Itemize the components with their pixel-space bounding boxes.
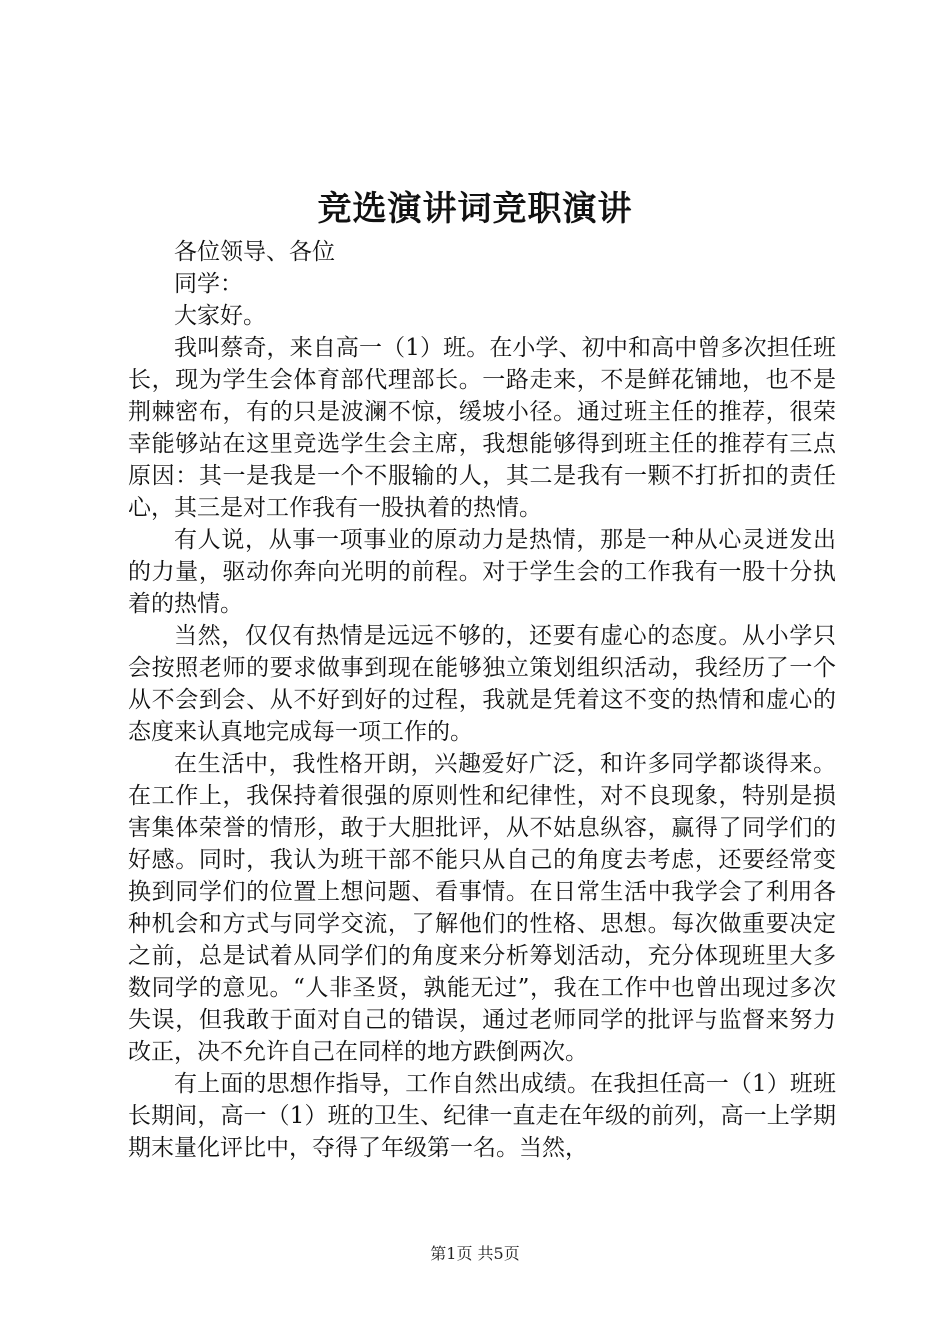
paragraph-life-and-work: 在生活中，我性格开朗，兴趣爱好广泛，和许多同学都谈得来。在工作上，我保持着很强的原则性和纪律性，对不良现象，特别是损害集体荣誉的情形，敢于大胆批评，从不姑息纵容，赢得了同学们的好感。同时，我认为班干部不能只从自己的角度去考虑，还要经常变换到同学们的位置上想问题、看事情。在日常生活中我学会了利用各种机会和方式与同学交流，了解他们的性格、思想。每次做重要决定之前，总是试着从同学们的角度来分析筹划活动，充分体现班里大多数同学的意见。“人非圣贤，孰能无过”，我在工作中也曾出现过多次失误，但我敢于面对自己的错误，通过老师同学的批评与监督来努力改正，决不允许自己在同样的地方跌倒两次。 [128,751,836,1065]
paragraph-attitude: 当然，仅仅有热情是远远不够的，还要有虚心的态度。从小学只会按照老师的要求做事到现在能够独立策划组织活动，我经历了一个从不会到会、从不好到好的过程，我就是凭着这不变的热情和虚心的态度来认真地完成每一项工作的。 [128,623,836,745]
document-title: 竞选演讲词竞职演讲 [317,189,633,229]
paragraph-enthusiasm: 有人说，从事一项事业的原动力是热情，那是一种从心灵迸发出的力量，驱动你奔向光明的前程。对于学生会的工作我有一股十分执着的热情。 [128,527,836,617]
page-footer: 第1页 共5页 [430,1244,520,1263]
paragraph-introduction: 我叫蔡奇，来自高一（1）班。在小学、初中和高中曾多次担任班长，现为学生会体育部代理部长。一路走来，不是鲜花铺地，也不是荆棘密布，有的只是波澜不惊，缓坡小径。通过班主任的推荐，很荣幸能够站在这里竞选学生会主席，我想能够得到班主任的推荐有三点原因：其一是我是一个不服输的人，其二是我有一颗不打折扣的责任心，其三是对工作我有一股执着的热情。 [128,335,836,521]
salutation-line-2: 同学： [174,271,243,297]
paragraph-achievements: 有上面的思想作指导，工作自然出成绩。在我担任高一（1）班班长期间，高一（1）班的卫生、纪律一直走在年级的前列，高一上学期期末量化评比中，夺得了年级第一名。当然， [128,1071,836,1161]
salutation-line-1: 各位领导、各位 [174,239,335,265]
document-body [128,236,836,1164]
greeting: 大家好。 [174,303,266,329]
